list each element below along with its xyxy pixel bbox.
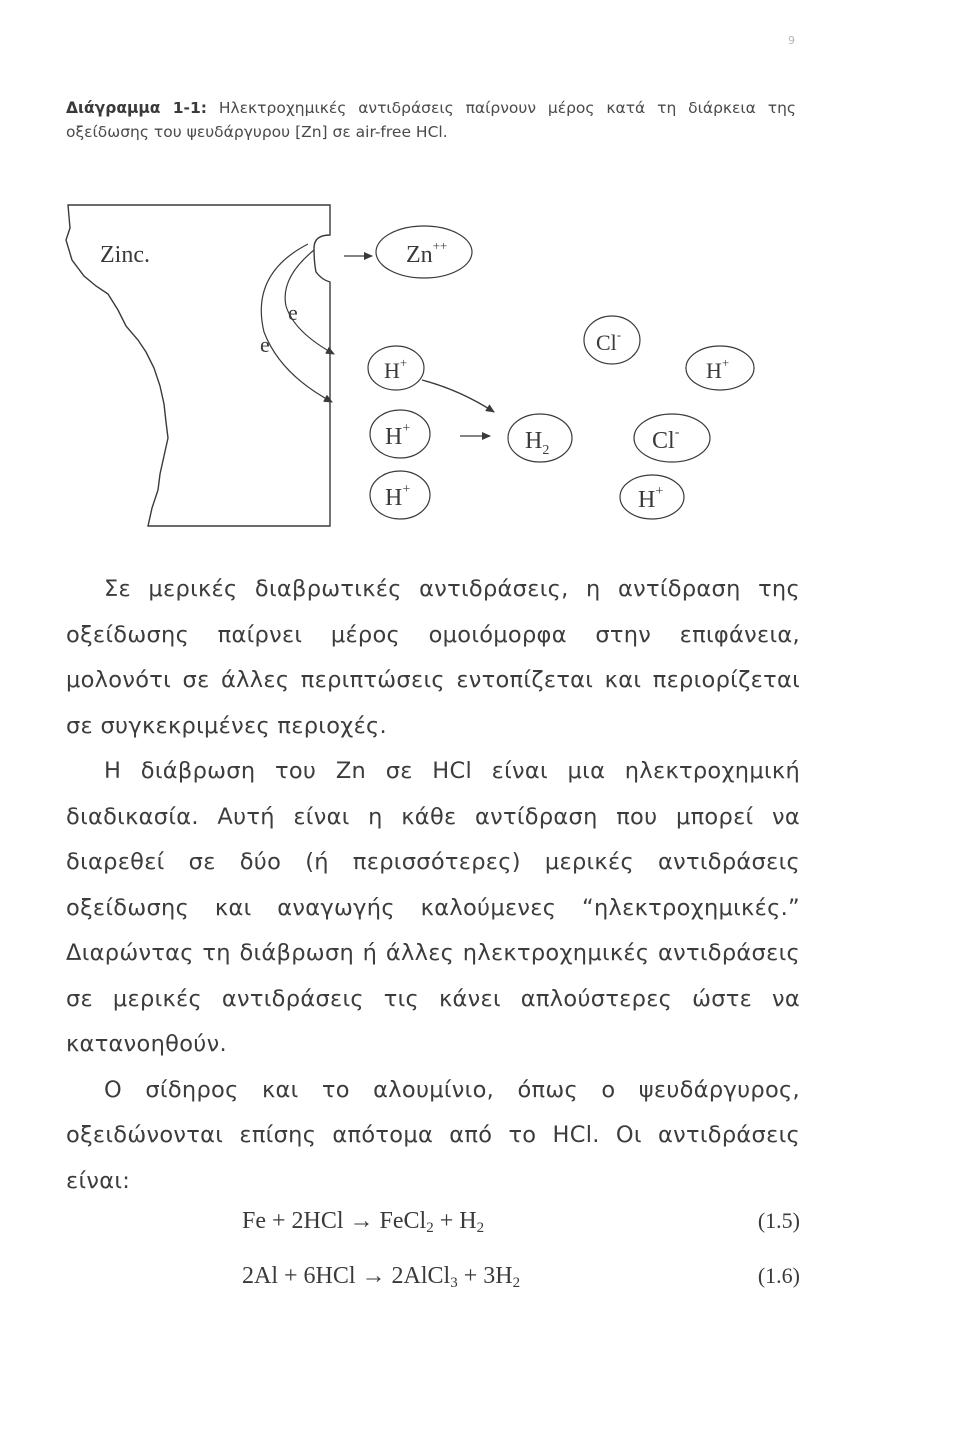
caption-text: Ηλεκτροχημικές αντιδράσεις παίρνουν μέρος κατά τη διάρκεια της οξείδωσης του ψευδάργυρου [Zn] σε air-free HCl. bbox=[66, 99, 796, 141]
hydrogen-ion-label-2: H+ bbox=[385, 421, 411, 450]
equation-1-5 bbox=[66, 1208, 800, 1248]
zinc-label: Zinc. bbox=[100, 242, 150, 268]
equation-1-5-number: (1.5) bbox=[757, 1208, 800, 1233]
paragraph-3: Ο σίδηρος και το αλουμίνιο, όπως ο ψευδάργυρος, οξειδώνονται επίσης απότομα από το HCl. Οι αντιδράσεις είναι: bbox=[66, 1076, 800, 1194]
chloride-ion-label-2: Cl- bbox=[652, 425, 680, 454]
page-number: 9 bbox=[788, 34, 795, 47]
hydrogen-gas-label: $H_2$ bbox=[525, 428, 550, 458]
hydrogen-ion-label-5: H+ bbox=[638, 484, 664, 513]
hydrogen-ion-label-3: H+ bbox=[385, 482, 411, 511]
zinc-oxidation-diagram bbox=[50, 190, 770, 540]
chloride-ion-label-1: Cl- bbox=[596, 327, 622, 355]
paragraph-1: Σε μερικές διαβρωτικές αντιδράσεις, η αντίδραση της οξείδωσης παίρνει μέρος ομοιόμορφα στην επιφάνεια, μολονότι σε άλλες περιπτώσεις εντοπίζεται και περιορίζεται σε συγκεκριμένες περιοχές. bbox=[66, 576, 800, 739]
electron-label-lower: e bbox=[260, 332, 270, 357]
equation-1-6-number: (1.6) bbox=[757, 1263, 800, 1288]
electron-label-upper: e bbox=[288, 300, 298, 325]
equation-1-5-formula: Fe + 2HCl → FeCl$_2$ + $H_2$ bbox=[242, 1208, 485, 1236]
paragraph-2: Η διάβρωση του Zn σε HCl είναι μια ηλεκτροχημική διαδικασία. Αυτή είναι η κάθε αντίδραση που μπορεί να διαρεθεί σε δύο (ή περισσότερες) μερικές αντιδράσεις οξείδωσης και αναγωγής καλούμενες “ηλεκτροχημικές.” Διαρώντας τη διάβρωση ή άλλες ηλεκτροχημικές αντιδράσεις σε μερικές αντιδράσεις τις κάνει απλούστερες ώστε να κατανοηθούν. bbox=[66, 758, 800, 1057]
figure-caption bbox=[66, 96, 796, 144]
hydrogen-combine-arrow bbox=[422, 380, 494, 412]
body-text bbox=[66, 567, 800, 1204]
zinc-ion-label: Zn++ bbox=[406, 238, 448, 268]
hydrogen-ion-label-1: H+ bbox=[384, 355, 408, 383]
equation-1-6-formula: 2Al + 6HCl → 2AlCl$_3$ + $3H_2$ bbox=[242, 1263, 521, 1291]
caption-label: Διάγραμμα 1-1: bbox=[66, 99, 207, 117]
hydrogen-ion-label-4: H+ bbox=[706, 355, 730, 383]
equation-1-6 bbox=[66, 1263, 800, 1303]
